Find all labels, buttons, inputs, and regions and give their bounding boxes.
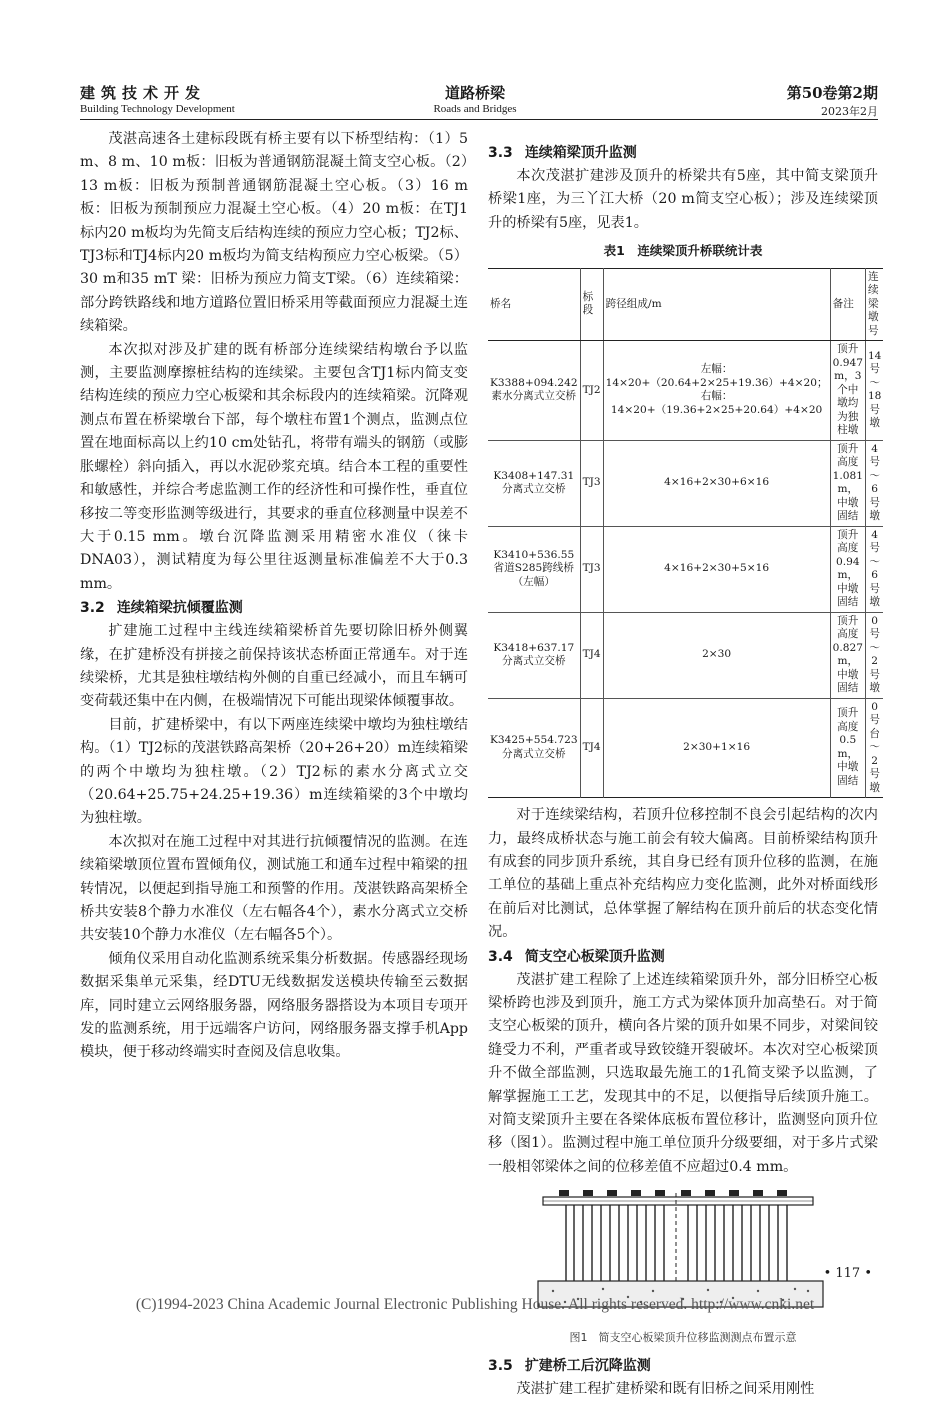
- column-header: 跨径组成/m: [603, 268, 830, 341]
- paragraph: 本次拟对在施工过程中对其进行抗倾覆情况的监测。在连续箱梁墩顶位置布置倾角仪，测试施工和通车过程中箱梁的扭转情况，以便起到指导施工和预警的作用。茂湛铁路高架桥全桥共安装8个静力水准仪（左右幅各4个），素水分离式立交桥共安装10个静力水准仪（左右幅各5个）。: [80, 833, 468, 944]
- table-cell: 左幅：14×20+（20.64+2×25+19.36）+4×20；右幅：14×20+（19.36+2×25+20.64）+4×20: [603, 341, 830, 441]
- paragraph: 茂湛扩建工程除了上述连续箱梁顶升外，部分旧桥空心板梁桥跨也涉及到顶升，施工方式为梁体顶升加高垫石。对于简支空心板梁的顶升，横向各片梁的顶升如果不同步，对梁间铰缝受力不利，严重者或导致铰缝开裂破坏。本次对空心板梁顶升不做全部监测，只选取最先施工的1孔简支梁予以监测，了解掌握施工工艺，发现其中的不足，以便指导后续顶升施工。对简支梁顶升主要在各梁体底板布置位移计，监测竖向顶升位移（图1）。监测过程中施工单位顶升分级要细，对于多片式梁一般相邻梁体之间的位移差值不应超过0.4 mm。: [488, 971, 878, 1175]
- table-1: [488, 268, 883, 799]
- section-heading-3-4: [488, 946, 878, 968]
- copyright-footer: (C)1994-2023 China Academic Journal Electronic Publishing House. All rights reserved. http://www.cnki.net: [135, 1296, 815, 1313]
- table-cell: TJ3: [580, 440, 603, 526]
- table-cell: K3388+094.242 素水分离式立交桥: [488, 341, 580, 441]
- table-row: [488, 341, 883, 441]
- table-cell: 2×30+1×16: [603, 698, 830, 798]
- table-cell: 4×16+2×30+5×16: [603, 526, 830, 612]
- left-column: [80, 128, 468, 1065]
- figure-1: [533, 1187, 833, 1349]
- section-title-en: Roads and Bridges: [433, 103, 517, 115]
- section-number: 3.2: [80, 600, 105, 617]
- section-title: 简支空心板梁顶升监测: [524, 948, 665, 965]
- table-cell: 0号～2号墩: [865, 612, 883, 698]
- paragraph: 目前，扩建桥梁中，有以下两座连续梁中墩均为独柱墩结构。（1）TJ2标的茂湛铁路高架桥（20+26+20）m连续箱梁的两个中墩均为独柱墩。（2）TJ2标的素水分离式立交（20.64+25.75+24.25+19.36）m连续箱梁的3个中墩均为独柱墩。: [80, 716, 468, 827]
- issue-date: 2023年2月: [821, 105, 878, 118]
- right-column: [488, 141, 882, 1401]
- table-cell: 顶升0.947 m，3个中墩均为独柱墩: [830, 341, 865, 441]
- table-cell: K3425+554.723 分离式立交桥: [488, 698, 580, 798]
- table-cell: 4号～6号墩: [865, 440, 883, 526]
- paragraph: 扩建施工过程中主线连续箱梁桥首先要切除旧桥外侧翼缘，在扩建桥没有拼接之前保持该状态桥面正常通车。对于连续梁桥，尤其是独柱墩结构外侧的自重已经减小，而且车辆可变荷载还集中在内侧，在极端情况下可能出现梁体倾覆事故。: [80, 623, 468, 710]
- table-cell: TJ4: [580, 698, 603, 798]
- paragraph: 对于连续梁结构，若顶升位移控制不良会引起结构的次内力，最终成桥状态与施工前会有较大偏离。目前桥梁结构顶升有成套的同步顶升系统，其自身已经有顶升位移的监测，在施工单位的基础上重点补充结构应力变化监测，此外对桥面线形在前后对比测试，总体掌握了解结构在顶升前后的状态变化情况。: [488, 807, 878, 941]
- table-cell: 2×30: [603, 612, 830, 698]
- table-cell: K3410+536.55 省道S285跨线桥（左幅）: [488, 526, 580, 612]
- table-row: [488, 612, 883, 698]
- column-header: 桥名: [488, 268, 580, 341]
- paragraph: 倾角仪采用自动化监测系统采集分析数据。传感器经现场数据采集单元采集，经DTU无线数据发送模块传输至云数据库，同时建立云网络服务器，网络服务器搭设为本项目专项开发的监测系统，用于远端客户访问，网络服务器支撑手机App模块，便于移动终端实时查阅及信息收集。: [80, 950, 468, 1061]
- section-heading-3-5: [488, 1355, 878, 1377]
- section-title: 连续箱梁顶升监测: [524, 145, 637, 161]
- table-row: [488, 440, 883, 526]
- table-row: [488, 698, 883, 798]
- paragraph: 本次拟对涉及扩建的既有桥部分连续梁结构墩台予以监测，主要监测摩擦桩结构的连续梁。主要包含TJ1标内简支变结构连续的预应力空心板梁和其余标段内的连续箱梁。沉降观测点布置在桥梁墩台下部，每个墩柱布置1个测点，监测点位置在地面标高以上约10 cm处钻孔，将带有端头的钢筋（或膨胀螺栓）斜向插入，再以水泥砂浆充填。结合本工程的重要性和敏感性，并综合考虑监测工作的经济性和可操作性，垂直位移按二等变形监测等级进行，其要求的垂直位移测量中误差不大于0.15 mm。墩台沉降监测采用精密水准仪（徕卡DNA03），测试精度为每公里往返测量标准偏差不大于0.3 mm。: [80, 341, 468, 592]
- table-cell: K3408+147.31 分离式立交桥: [488, 440, 580, 526]
- table-cell: 顶升高度0.94 m，中墩固结: [830, 526, 865, 612]
- header-rule: [80, 119, 878, 120]
- table-cell: TJ2: [580, 341, 603, 441]
- page-number: • 117 •: [823, 1266, 872, 1281]
- table-cell: 4×16+2×30+6×16: [603, 440, 830, 526]
- table-cell: TJ4: [580, 612, 603, 698]
- section-title: 连续箱梁抗倾覆监测: [116, 600, 243, 617]
- column-header: 备注: [830, 268, 865, 341]
- paragraph: 茂湛高速各土建标段既有桥主要有以下桥型结构：（1）5 m、8 m、10 m板：旧板为普通钢筋混凝土简支空心板。（2）13 m板：旧板为预制普通钢筋混凝土空心板。（3）16 m 板：旧板为预制预应力混凝土空心板。（4）20 m板：在TJ1标内20 m板均为先简支后结构连续的预应力空心板；TJ2标、TJ3标和TJ4标内20 m板均为简支结构预应力空心板梁。（5）30 m和35 mT 梁：旧桥为预应力简支T梁。（6）连续箱梁：部分跨铁路线和地方道路位置旧桥采用等截面预应力混凝土连续箱梁。: [80, 131, 468, 335]
- journal-title-cn: 建筑技术开发: [80, 84, 207, 102]
- table-cell: 0号台～2号墩: [865, 698, 883, 798]
- table-row: [488, 526, 883, 612]
- section-number: 3.4: [488, 948, 513, 965]
- table-cell: 顶升高度0.827 m，中墩固结: [830, 612, 865, 698]
- section-title: 扩建桥工后沉降监测: [524, 1358, 651, 1375]
- section-heading-3-3: [488, 142, 878, 164]
- figure-caption: 图1 简支空心板梁顶升位移监测测点布置示意: [569, 1330, 797, 1344]
- table-cell: 4号～6号墩: [865, 526, 883, 612]
- table-cell: 顶升高度0.5 m，中墩固结: [830, 698, 865, 798]
- table-header-row: [488, 268, 883, 341]
- volume-issue: 第50卷第2期: [786, 84, 878, 102]
- section-title-cn: 道路桥梁: [444, 84, 505, 102]
- section-number: 3.3: [488, 145, 513, 161]
- column-header: 连续梁墩号: [865, 268, 883, 341]
- paragraph: 本次茂湛扩建涉及顶升的桥梁共有5座，其中简支梁顶升桥梁1座，为三丫江大桥（20 m简支空心板）；涉及连续梁顶升的桥梁有5座，见表1。: [488, 168, 878, 231]
- paragraph: 茂湛扩建工程扩建桥梁和既有旧桥之间采用刚性: [516, 1381, 815, 1398]
- table-cell: K3418+637.17 分离式立交桥: [488, 612, 580, 698]
- section-heading-3-2: [80, 597, 468, 619]
- column-header: 标段: [580, 268, 603, 341]
- section-number: 3.5: [488, 1358, 513, 1375]
- table-cell: 顶升高度1.081 m，中墩固结: [830, 440, 865, 526]
- table-caption: 表1 连续梁顶升桥联统计表: [603, 243, 763, 259]
- journal-title-en: Building Technology Development: [80, 103, 235, 115]
- table-cell: 14号～18号墩: [865, 341, 883, 441]
- table-cell: TJ3: [580, 526, 603, 612]
